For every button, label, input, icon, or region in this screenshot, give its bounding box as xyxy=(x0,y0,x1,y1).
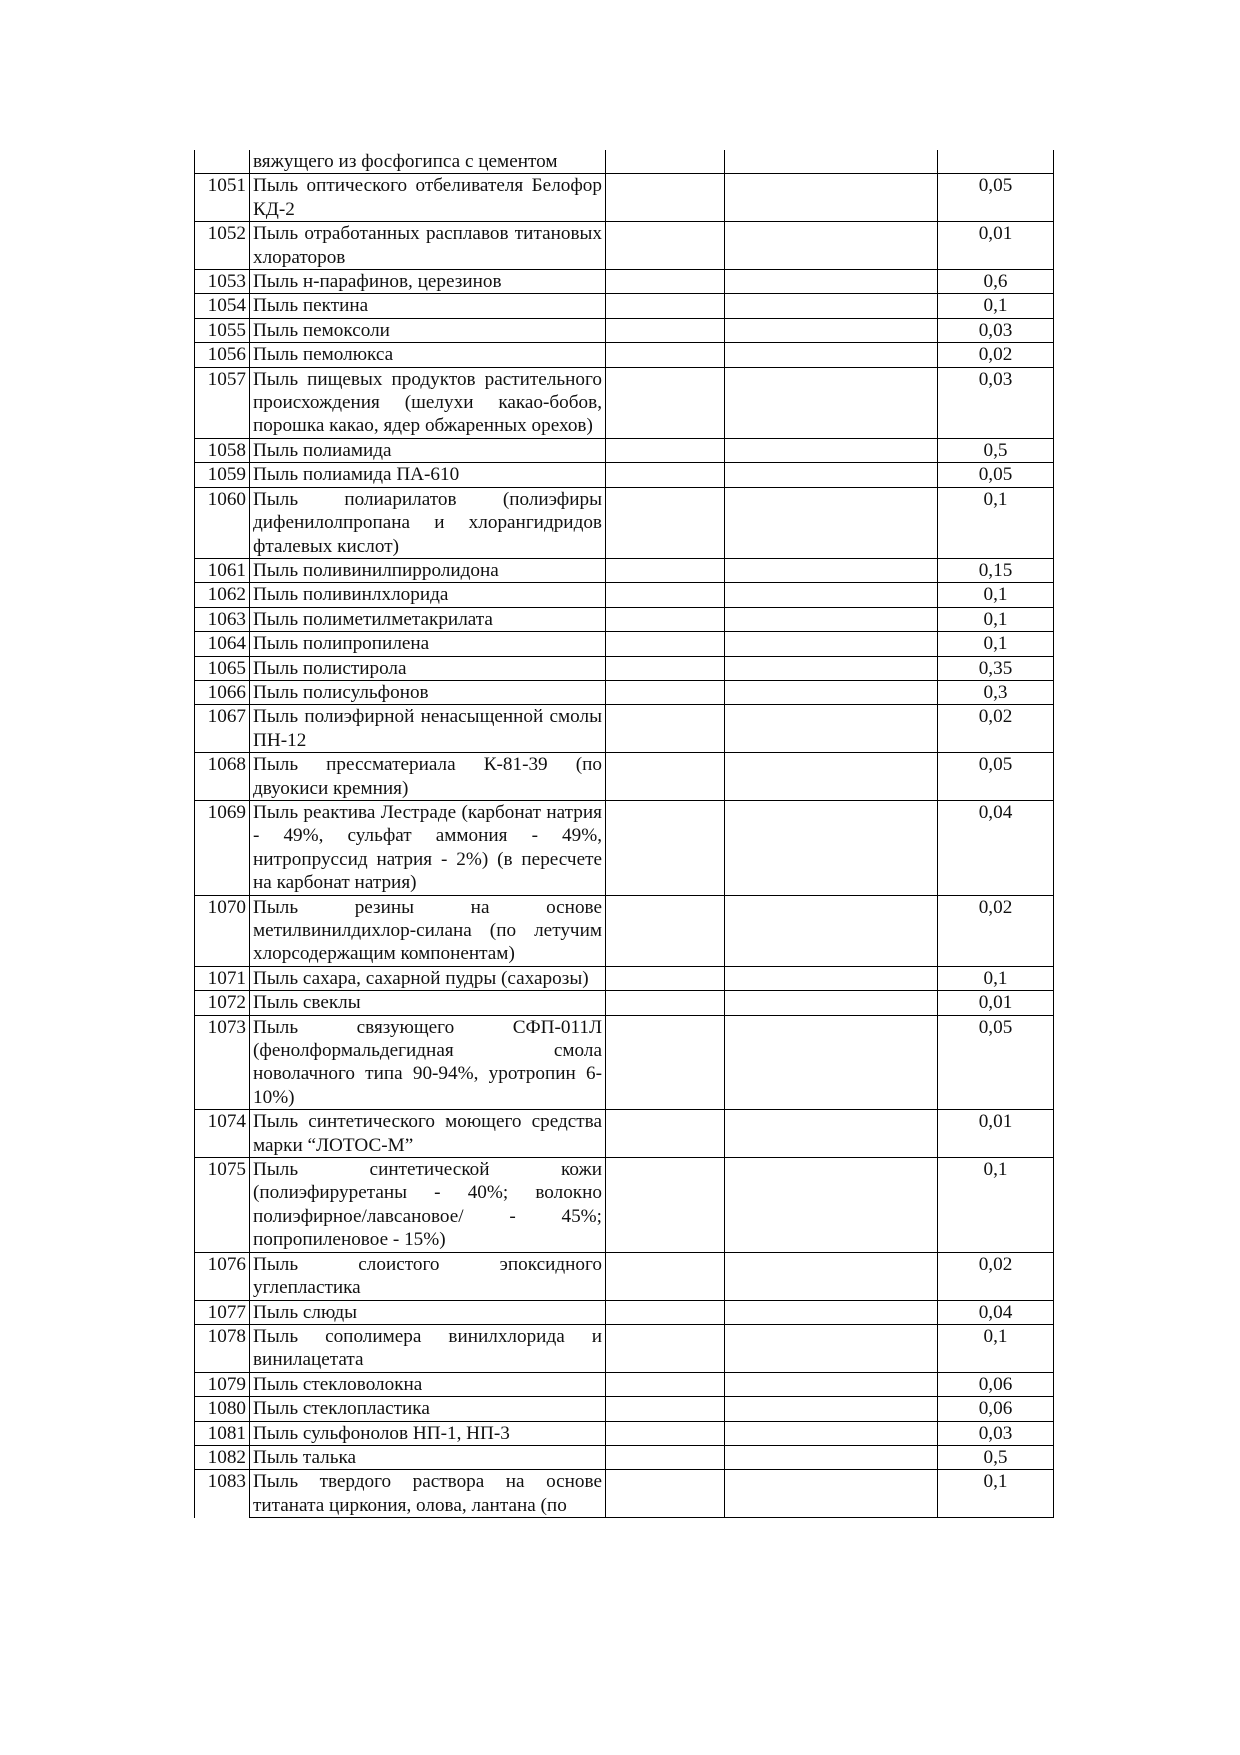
table-row xyxy=(195,1252,1054,1300)
row-number: 1059 xyxy=(195,463,250,487)
empty-cell-col4 xyxy=(725,1445,938,1469)
empty-cell-col4 xyxy=(725,966,938,990)
concentration-value: 0,1 xyxy=(938,1324,1054,1372)
row-number: 1080 xyxy=(195,1397,250,1421)
empty-cell-col3 xyxy=(606,367,725,438)
empty-cell-col4 xyxy=(725,1324,938,1372)
substance-name: Пыль поливинлхлорида xyxy=(250,583,606,607)
substance-name: Пыль полиарилатов (полиэфиры дифенилолпропана и хлорангидридов фталевых кислот) xyxy=(250,487,606,558)
table-row xyxy=(195,463,1054,487)
empty-cell-col3 xyxy=(606,1372,725,1396)
empty-cell-col3 xyxy=(606,991,725,1015)
row-number: 1076 xyxy=(195,1252,250,1300)
table-row xyxy=(195,318,1054,342)
substance-name: Пыль твердого раствора на основе титаната циркония, олова, лантана (по xyxy=(250,1470,606,1518)
empty-cell-col3 xyxy=(606,1421,725,1445)
substance-name: Пыль полиамида xyxy=(250,438,606,462)
substance-name: Пыль полиамида ПА-610 xyxy=(250,463,606,487)
empty-cell-col4 xyxy=(725,463,938,487)
empty-cell-col3 xyxy=(606,656,725,680)
concentration-value: 0,1 xyxy=(938,632,1054,656)
substance-name: Пыль сахара, сахарной пудры (сахарозы) xyxy=(250,966,606,990)
empty-cell-col3 xyxy=(606,632,725,656)
substance-name: Пыль слоистого эпоксидного углепластика xyxy=(250,1252,606,1300)
empty-cell-col4 xyxy=(725,1252,938,1300)
empty-cell-col4 xyxy=(725,318,938,342)
empty-cell-col4 xyxy=(725,294,938,318)
empty-cell-col4 xyxy=(725,150,938,174)
row-number: 1078 xyxy=(195,1324,250,1372)
concentration-value: 0,06 xyxy=(938,1397,1054,1421)
row-number: 1063 xyxy=(195,607,250,631)
concentration-value: 0,05 xyxy=(938,753,1054,801)
row-number: 1058 xyxy=(195,438,250,462)
empty-cell-col4 xyxy=(725,705,938,753)
concentration-value: 0,5 xyxy=(938,1445,1054,1469)
row-number: 1075 xyxy=(195,1158,250,1253)
row-number: 1066 xyxy=(195,680,250,704)
substance-name: Пыль связующего СФП-011Л (фенолформальдегидная смола новолачного типа 90-94%, уротропин 6-10%) xyxy=(250,1015,606,1110)
table-row xyxy=(195,294,1054,318)
empty-cell-col4 xyxy=(725,753,938,801)
row-number: 1057 xyxy=(195,367,250,438)
empty-cell-col3 xyxy=(606,1445,725,1469)
row-number: 1052 xyxy=(195,222,250,270)
table-row xyxy=(195,583,1054,607)
concentration-value: 0,03 xyxy=(938,367,1054,438)
row-number: 1082 xyxy=(195,1445,250,1469)
empty-cell-col4 xyxy=(725,1158,938,1253)
empty-cell-col3 xyxy=(606,150,725,174)
concentration-value: 0,1 xyxy=(938,607,1054,631)
substance-name: Пыль пемолюкса xyxy=(250,343,606,367)
substance-name: Пыль стекловолокна xyxy=(250,1372,606,1396)
table-row xyxy=(195,966,1054,990)
empty-cell-col3 xyxy=(606,966,725,990)
substance-name: Пыль пектина xyxy=(250,294,606,318)
empty-cell-col3 xyxy=(606,174,725,222)
row-number: 1054 xyxy=(195,294,250,318)
empty-cell-col3 xyxy=(606,753,725,801)
empty-cell-col4 xyxy=(725,1421,938,1445)
substance-name: Пыль слюды xyxy=(250,1300,606,1324)
row-number: 1056 xyxy=(195,343,250,367)
table-row xyxy=(195,1372,1054,1396)
concentration-value: 0,1 xyxy=(938,487,1054,558)
concentration-value: 0,1 xyxy=(938,583,1054,607)
empty-cell-col3 xyxy=(606,583,725,607)
empty-cell-col3 xyxy=(606,1470,725,1518)
table-row xyxy=(195,607,1054,631)
row-number: 1070 xyxy=(195,895,250,966)
empty-cell-col4 xyxy=(725,174,938,222)
substance-name: Пыль пемоксоли xyxy=(250,318,606,342)
row-number: 1073 xyxy=(195,1015,250,1110)
table-row xyxy=(195,1158,1054,1253)
substance-name: Пыль пищевых продуктов растительного происхождения (шелухи какао-бобов, порошка какао, ядер обжаренных орехов) xyxy=(250,367,606,438)
row-number: 1072 xyxy=(195,991,250,1015)
concentration-value: 0,06 xyxy=(938,1372,1054,1396)
row-number: 1083 xyxy=(195,1470,250,1518)
concentration-value: 0,04 xyxy=(938,800,1054,895)
concentration-value: 0,5 xyxy=(938,438,1054,462)
table-row xyxy=(195,1445,1054,1469)
table-row xyxy=(195,343,1054,367)
concentration-value: 0,02 xyxy=(938,895,1054,966)
empty-cell-col3 xyxy=(606,680,725,704)
empty-cell-col4 xyxy=(725,367,938,438)
concentration-value: 0,03 xyxy=(938,318,1054,342)
empty-cell-col3 xyxy=(606,705,725,753)
empty-cell-col3 xyxy=(606,1158,725,1253)
empty-cell-col3 xyxy=(606,463,725,487)
table-body xyxy=(195,150,1054,1518)
empty-cell-col3 xyxy=(606,487,725,558)
empty-cell-col4 xyxy=(725,1470,938,1518)
concentration-value: 0,02 xyxy=(938,343,1054,367)
empty-cell-col4 xyxy=(725,656,938,680)
substance-name: Пыль полиэфирной ненасыщенной смолы ПН-12 xyxy=(250,705,606,753)
concentration-value: 0,04 xyxy=(938,1300,1054,1324)
row-number: 1064 xyxy=(195,632,250,656)
substance-name: Пыль отработанных расплавов титановых хлораторов xyxy=(250,222,606,270)
empty-cell-col4 xyxy=(725,800,938,895)
table-row xyxy=(195,150,1054,174)
row-number: 1053 xyxy=(195,270,250,294)
table-row xyxy=(195,1421,1054,1445)
concentration-value: 0,6 xyxy=(938,270,1054,294)
table-row xyxy=(195,991,1054,1015)
table-row xyxy=(195,632,1054,656)
empty-cell-col4 xyxy=(725,680,938,704)
table-row xyxy=(195,753,1054,801)
empty-cell-col4 xyxy=(725,1372,938,1396)
row-number: 1074 xyxy=(195,1110,250,1158)
table-row xyxy=(195,1110,1054,1158)
table-row xyxy=(195,1470,1054,1518)
empty-cell-col4 xyxy=(725,270,938,294)
empty-cell-col4 xyxy=(725,487,938,558)
empty-cell-col4 xyxy=(725,222,938,270)
substance-name: вяжущего из фосфогипса с цементом xyxy=(250,150,606,174)
row-number: 1071 xyxy=(195,966,250,990)
table-row xyxy=(195,270,1054,294)
substance-name: Пыль синтетической кожи (полиэфируретаны - 40%; волокно полиэфирное/лавсановое/ - 45%; попропиленовое - 15%) xyxy=(250,1158,606,1253)
substance-name: Пыль свеклы xyxy=(250,991,606,1015)
empty-cell-col3 xyxy=(606,343,725,367)
substance-name: Пыль полиметилметакрилата xyxy=(250,607,606,631)
table-row xyxy=(195,1015,1054,1110)
empty-cell-col3 xyxy=(606,1300,725,1324)
row-number: 1069 xyxy=(195,800,250,895)
table-row xyxy=(195,1324,1054,1372)
empty-cell-col3 xyxy=(606,222,725,270)
empty-cell-col4 xyxy=(725,583,938,607)
substance-name: Пыль сульфонолов НП-1, НП-3 xyxy=(250,1421,606,1445)
substance-name: Пыль реактива Лестраде (карбонат натрия - 49%, сульфат аммония - 49%, нитропруссид натрия - 2%) (в пересчете на карбонат натрия) xyxy=(250,800,606,895)
table-row xyxy=(195,1300,1054,1324)
table-row xyxy=(195,705,1054,753)
empty-cell-col3 xyxy=(606,318,725,342)
table-row xyxy=(195,558,1054,582)
row-number: 1065 xyxy=(195,656,250,680)
substance-name: Пыль сополимера винилхлорида и винилацетата xyxy=(250,1324,606,1372)
table-row xyxy=(195,367,1054,438)
concentration-value: 0,1 xyxy=(938,1470,1054,1518)
concentration-value: 0,01 xyxy=(938,991,1054,1015)
substance-name: Пыль синтетического моющего средства марки “ЛОТОС-М” xyxy=(250,1110,606,1158)
substance-name: Пыль оптического отбеливателя Белофор КД-2 xyxy=(250,174,606,222)
empty-cell-col4 xyxy=(725,991,938,1015)
row-number xyxy=(195,150,250,174)
empty-cell-col3 xyxy=(606,1252,725,1300)
row-number: 1077 xyxy=(195,1300,250,1324)
concentration-value: 0,03 xyxy=(938,1421,1054,1445)
concentration-value: 0,01 xyxy=(938,222,1054,270)
empty-cell-col3 xyxy=(606,558,725,582)
empty-cell-col4 xyxy=(725,1300,938,1324)
concentration-value xyxy=(938,150,1054,174)
empty-cell-col4 xyxy=(725,438,938,462)
empty-cell-col3 xyxy=(606,895,725,966)
row-number: 1067 xyxy=(195,705,250,753)
row-number: 1081 xyxy=(195,1421,250,1445)
empty-cell-col4 xyxy=(725,343,938,367)
empty-cell-col4 xyxy=(725,895,938,966)
empty-cell-col4 xyxy=(725,607,938,631)
concentration-value: 0,15 xyxy=(938,558,1054,582)
concentration-value: 0,1 xyxy=(938,966,1054,990)
concentration-value: 0,1 xyxy=(938,294,1054,318)
empty-cell-col3 xyxy=(606,270,725,294)
concentration-value: 0,02 xyxy=(938,1252,1054,1300)
empty-cell-col3 xyxy=(606,1397,725,1421)
row-number: 1062 xyxy=(195,583,250,607)
empty-cell-col3 xyxy=(606,294,725,318)
concentration-value: 0,01 xyxy=(938,1110,1054,1158)
substances-table xyxy=(194,150,1054,1518)
substance-name: Пыль полипропилена xyxy=(250,632,606,656)
concentration-value: 0,02 xyxy=(938,705,1054,753)
table-row xyxy=(195,174,1054,222)
table-row xyxy=(195,487,1054,558)
substance-name: Пыль н-парафинов, церезинов xyxy=(250,270,606,294)
substance-name: Пыль стеклопластика xyxy=(250,1397,606,1421)
empty-cell-col3 xyxy=(606,800,725,895)
row-number: 1060 xyxy=(195,487,250,558)
empty-cell-col3 xyxy=(606,1110,725,1158)
concentration-value: 0,3 xyxy=(938,680,1054,704)
table-row xyxy=(195,800,1054,895)
row-number: 1068 xyxy=(195,753,250,801)
table-row xyxy=(195,895,1054,966)
concentration-value: 0,05 xyxy=(938,174,1054,222)
concentration-value: 0,1 xyxy=(938,1158,1054,1253)
substance-name: Пыль полистирола xyxy=(250,656,606,680)
concentration-value: 0,05 xyxy=(938,463,1054,487)
empty-cell-col4 xyxy=(725,1110,938,1158)
row-number: 1079 xyxy=(195,1372,250,1396)
substance-name: Пыль талька xyxy=(250,1445,606,1469)
row-number: 1061 xyxy=(195,558,250,582)
substance-name: Пыль поливинилпирролидона xyxy=(250,558,606,582)
empty-cell-col3 xyxy=(606,1015,725,1110)
table-row xyxy=(195,1397,1054,1421)
row-number: 1055 xyxy=(195,318,250,342)
empty-cell-col4 xyxy=(725,1397,938,1421)
table-row xyxy=(195,680,1054,704)
empty-cell-col4 xyxy=(725,1015,938,1110)
table-row xyxy=(195,222,1054,270)
table-row xyxy=(195,656,1054,680)
substance-name: Пыль резины на основе метилвинилдихлор-силана (по летучим хлорсодержащим компонентам) xyxy=(250,895,606,966)
substance-name: Пыль прессматериала К-81-39 (по двуокиси кремния) xyxy=(250,753,606,801)
row-number: 1051 xyxy=(195,174,250,222)
table-row xyxy=(195,438,1054,462)
empty-cell-col3 xyxy=(606,607,725,631)
substance-name: Пыль полисульфонов xyxy=(250,680,606,704)
concentration-value: 0,35 xyxy=(938,656,1054,680)
empty-cell-col3 xyxy=(606,1324,725,1372)
empty-cell-col3 xyxy=(606,438,725,462)
empty-cell-col4 xyxy=(725,558,938,582)
empty-cell-col4 xyxy=(725,632,938,656)
concentration-value: 0,05 xyxy=(938,1015,1054,1110)
